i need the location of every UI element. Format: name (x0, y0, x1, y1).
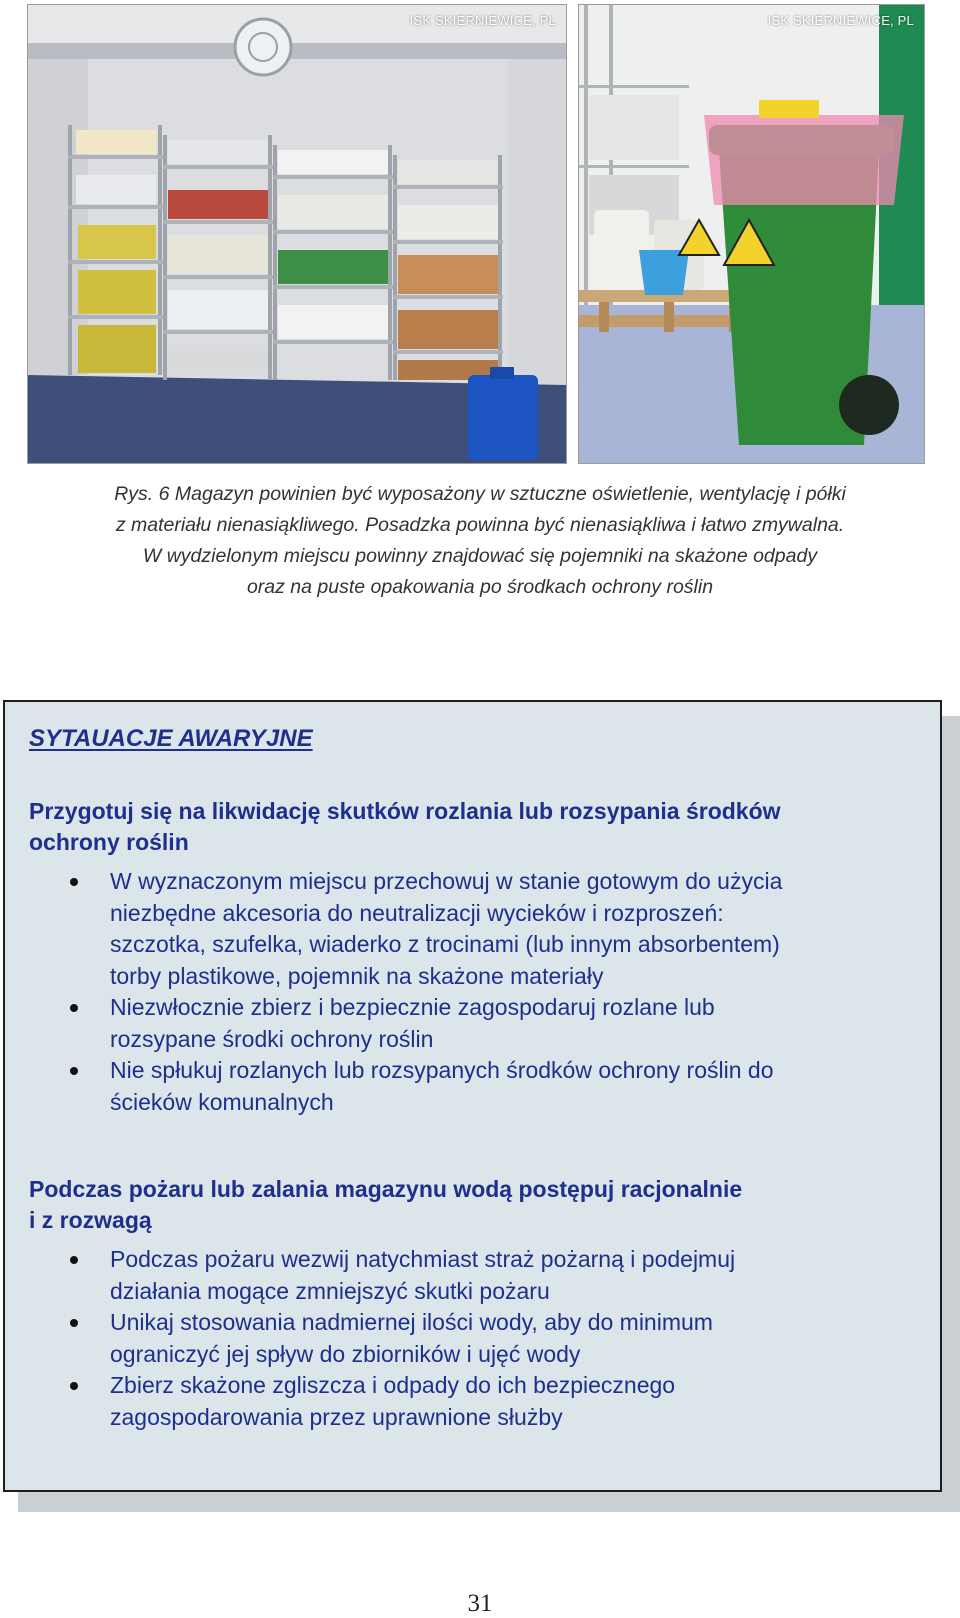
list-item-line: torby plastikowe, pojemnik na skażone materiały (110, 962, 604, 989)
box-title: SYTAUACJE AWARYJNE (29, 725, 313, 752)
bullet-icon (70, 1004, 78, 1012)
list-item (0, 1370, 920, 1433)
caption-line: z materiału nienasiąkliwego. Posadzka powinna być nienasiąkliwa i łatwo zmywalna. (115, 514, 845, 536)
bullet-icon (70, 1382, 78, 1390)
section-heading-line: ochrony roślin (29, 829, 189, 855)
list-item-line: rozsypane środki ochrony roślin (110, 1025, 434, 1052)
caption-line: W wydzielonym miejscu powinny znajdować się pojemniki na skażone odpady (142, 545, 818, 567)
list-item-line: działania mogące zmniejszyć skutki pożaru (110, 1277, 550, 1304)
list-item (0, 866, 920, 992)
bullet-list (0, 1244, 920, 1433)
bullet-icon (70, 1319, 78, 1327)
list-item-line: W wyznaczonym miejscu przechowuj w stanie gotowym do użycia (110, 868, 783, 894)
photo-credit: ISK SKIERNIEWICE, PL (409, 13, 556, 28)
waste-container-photo (578, 4, 925, 464)
bullet-icon (70, 1067, 78, 1075)
photo-credit: ISK SKIERNIEWICE, PL (767, 13, 914, 28)
list-item-line: zagospodarowania przez uprawnione służby (110, 1403, 563, 1430)
page-number: 31 (467, 1590, 493, 1617)
bullet-list (0, 866, 920, 1118)
list-item-line: niezbędne akcesoria do neutralizacji wycieków i rozproszeń: (110, 899, 724, 926)
list-item (0, 1244, 920, 1307)
list-item-line: Niezwłocznie zbierz i bezpiecznie zagospodaruj rozlane lub (110, 994, 715, 1020)
list-item-line: ograniczyć jej spływ do zbiorników i ujęć wody (110, 1340, 581, 1367)
storage-room-illustration (28, 5, 566, 463)
list-item-line: Zbierz skażone zgliszcza i odpady do ich bezpiecznego (110, 1372, 676, 1398)
list-item-line: Nie spłukuj rozlanych lub rozsypanych środków ochrony roślin do (110, 1057, 774, 1083)
waste-container-illustration (579, 5, 924, 463)
list-item (0, 1055, 920, 1118)
caption-line: Rys. 6 Magazyn powinien być wyposażony w sztuczne oświetlenie, wentylację i półki (114, 483, 846, 505)
storage-room-photo (27, 4, 567, 464)
list-item (0, 1307, 920, 1370)
list-item-line: ścieków komunalnych (110, 1088, 334, 1115)
bullet-icon (70, 878, 78, 886)
section-heading-line: i z rozwagą (29, 1207, 152, 1233)
bullet-icon (70, 1256, 78, 1264)
section-heading-line: Przygotuj się na likwidację skutków rozlania lub rozsypania środków (29, 798, 781, 824)
list-item (0, 992, 920, 1055)
list-item-line: szczotka, szufelka, wiaderko z trocinami (lub innym absorbentem) (110, 931, 780, 957)
list-item-line: Podczas pożaru wezwij natychmiast straż pożarną i podejmuj (110, 1246, 736, 1272)
section-heading (29, 1174, 919, 1236)
figure-caption (40, 479, 920, 603)
list-item-line: Unikaj stosowania nadmiernej ilości wody, aby do minimum (110, 1309, 713, 1335)
section-heading-line: Podczas pożaru lub zalania magazynu wodą postępuj racjonalnie (29, 1176, 743, 1202)
caption-line: oraz na puste opakowania po środkach ochrony roślin (246, 576, 714, 598)
section-heading (29, 796, 919, 858)
